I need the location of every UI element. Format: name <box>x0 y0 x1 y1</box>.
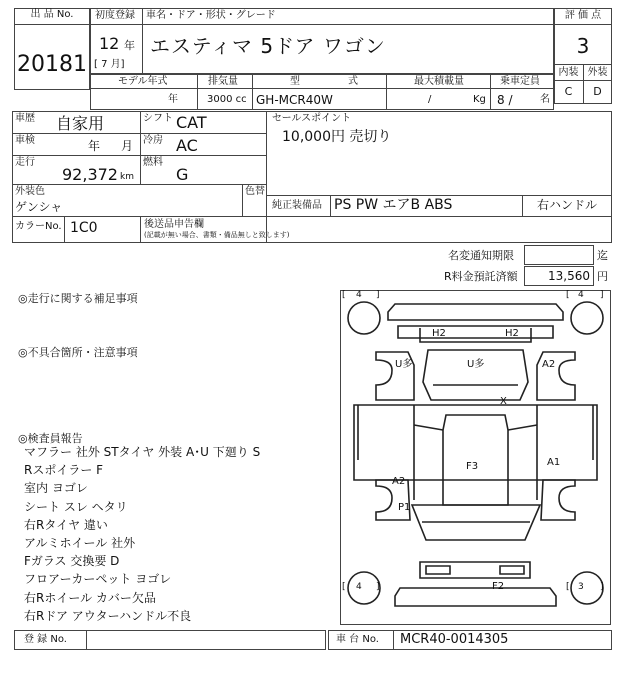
history-label: 車歴 <box>15 113 35 124</box>
shift: CAT <box>176 113 207 132</box>
tire-top-right: 4 <box>578 290 584 300</box>
interior-label: 内装 <box>558 67 579 78</box>
note-line: シート スレ ヘタリ <box>24 499 128 514</box>
note-line: 右Rホイール カバー欠品 <box>24 590 156 605</box>
steering: 右ハンドル <box>536 198 597 212</box>
inspection-year: 年 <box>88 139 101 153</box>
car-name: エスティマ 5ドア ワゴン <box>150 34 386 58</box>
model-year-label: モデル年式 <box>118 76 168 87</box>
car-name-label: 車名・ドア・形状・グレード <box>146 10 276 21</box>
lot-label: 出 品 No. <box>30 9 74 20</box>
mileage-label: 走行 <box>15 157 35 168</box>
max-load-label: 最大積載量 <box>414 76 464 87</box>
tire-top-left-right-bracket: ] <box>376 290 380 300</box>
exterior-color-label: 外装色 <box>15 186 45 197</box>
sales-point: 10,000円 売切り <box>282 129 392 145</box>
max-load-unit: Kg <box>473 94 486 105</box>
tire-top-right-left-bracket: [ <box>566 290 570 300</box>
reg-no-label: 登 録 No. <box>24 634 67 645</box>
capacity-unit: 名 <box>540 94 550 105</box>
defect-notes-label: ◎不具合箇所・注意事項 <box>18 346 138 359</box>
name-change-box <box>524 245 594 265</box>
recycle-label: R料金預託済額 <box>444 270 518 283</box>
shift-label: シフト <box>143 113 173 124</box>
capacity: 8 / <box>497 93 513 107</box>
mileage: 92,372 <box>62 165 118 184</box>
first-reg-label: 初度登録 <box>95 10 135 21</box>
mark-h2-left: H2 <box>432 328 446 339</box>
lot-number: 20181 <box>17 52 87 77</box>
mark-p1: P1 <box>398 502 411 513</box>
note-line: アルミホイール 社外 <box>24 536 136 550</box>
exterior-color: ゲンシャ <box>15 200 63 214</box>
interior-grade: C <box>564 85 573 98</box>
note-line: 右Rドア アウターハンドル不良 <box>24 608 192 623</box>
chassis-label: 車 台 No. <box>336 634 379 645</box>
grade-label: 評 価 点 <box>564 10 602 21</box>
tire-bottom-right-left-bracket: [ <box>566 582 570 592</box>
ac: AC <box>176 136 198 155</box>
tire-bottom-left-left-bracket: [ <box>342 582 346 592</box>
ac-label: 冷房 <box>143 135 163 146</box>
tire-top-left: 4 <box>356 290 362 300</box>
displacement-label: 排気量 <box>208 76 238 87</box>
inspection-month: 月 <box>121 139 134 153</box>
reg-month: [ 7 月] <box>94 59 125 70</box>
mark-h2-right: H2 <box>505 328 519 339</box>
note-line: マフラー 社外 STタイヤ 外装 A･U 下廻り S <box>24 445 261 459</box>
reg-year-unit: 年 <box>124 39 135 52</box>
name-change-label: 名変通知期限 <box>448 249 514 262</box>
mark-a2-right: A2 <box>542 359 556 370</box>
reg-year: 12 <box>99 34 120 53</box>
mark-f3: F3 <box>466 461 479 472</box>
tire-top-right-right-bracket: ] <box>600 290 604 300</box>
inspection-label: 車検 <box>15 135 35 146</box>
driving-notes-label: ◎走行に関する補足事項 <box>18 292 138 305</box>
tire-bottom-left-right-bracket: ] <box>376 582 380 592</box>
post-doc-label: 後送品申告欄 <box>144 219 204 230</box>
model-type: GH-MCR40W <box>256 93 333 107</box>
fuel: G <box>176 165 189 184</box>
sales-point-label: セールスポイント <box>272 113 352 124</box>
mark-u-top: U多 <box>467 359 485 370</box>
color-no-label: カラーNo. <box>15 221 62 232</box>
mark-f2: F2 <box>492 581 505 592</box>
exterior-grade: D <box>593 85 602 98</box>
mark-a2-left: A2 <box>392 476 406 487</box>
inspector-label: ◎検査員報告 <box>18 432 83 445</box>
equipment: PS PW エアB ABS <box>334 197 453 213</box>
note-line: 室内 ヨゴレ <box>24 481 88 496</box>
tire-bottom-left: 4 <box>356 582 362 592</box>
post-doc-note: (記載が無い場合、書類・備品無しと致します) <box>144 231 290 239</box>
capacity-label: 乗車定員 <box>500 76 540 87</box>
type-label-2: 式 <box>348 76 358 87</box>
tire-bottom-right: 3 <box>578 582 584 592</box>
displacement: 3000 cc <box>207 94 247 105</box>
equipment-label: 純正装備品 <box>272 200 322 211</box>
fuel-label: 燃料 <box>143 157 163 168</box>
name-change-unit: 迄 <box>597 249 608 262</box>
note-line: フロアーカーペット ヨゴレ <box>24 572 172 587</box>
recolor-label: 色替 <box>245 186 265 197</box>
note-line: 右Rタイヤ 違い <box>24 517 108 532</box>
mark-x: X <box>500 396 507 407</box>
overall-grade: 3 <box>576 34 590 58</box>
note-line: Fガラス 交換要 D <box>24 554 120 569</box>
model-year-unit: 年 <box>168 94 178 105</box>
history: 自家用 <box>56 114 105 133</box>
type-label: 型 <box>290 76 300 87</box>
mark-a1: A1 <box>547 457 561 468</box>
mileage-unit: km <box>120 172 134 182</box>
recycle-unit: 円 <box>597 270 608 283</box>
color-no: 1C0 <box>70 220 98 236</box>
chassis-number: MCR40-0014305 <box>400 632 509 647</box>
recycle-value: 13,560 <box>548 269 590 283</box>
exterior-label: 外装 <box>587 67 608 78</box>
lot-box <box>14 8 90 90</box>
tire-bottom-right-right-bracket: ] <box>600 582 604 592</box>
max-load-slash: / <box>428 94 432 105</box>
tire-top-left-left-bracket: [ <box>342 290 346 300</box>
note-line: Rスポイラー F <box>24 463 104 478</box>
mark-u-left: U多 <box>395 359 413 370</box>
car-outline <box>340 290 611 625</box>
